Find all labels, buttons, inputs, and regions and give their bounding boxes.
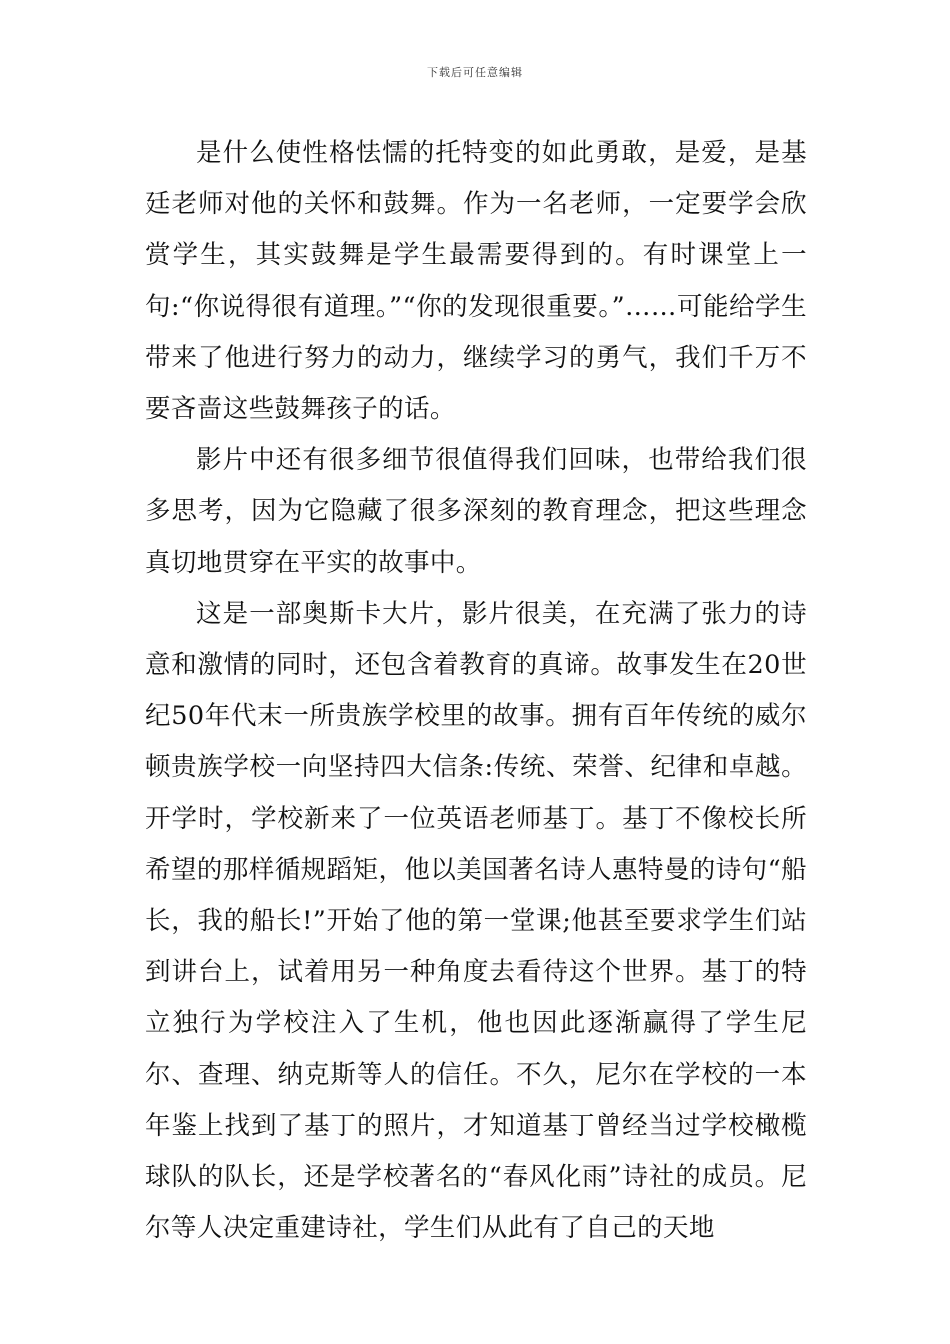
paragraph: 是什么使性格怯懦的托特变的如此勇敢，是爱，是基廷老师对他的关怀和鼓舞。作为一名老师，一定要学会欣赏学生，其实鼓舞是学生最需要得到的。有时课堂上一句:“你说得很有道理。”“你的发现很重要。”……可能给学生带来了他进行努力的动力，继续学习的勇气，我们千万不要吝啬这些鼓舞孩子的话。 <box>145 138 807 425</box>
page-header: 下载后可任意编辑 <box>427 66 523 79</box>
paragraph: 影片中还有很多细节很值得我们回味，也带给我们很多思考，因为它隐藏了很多深刻的教育理念，把这些理念真切地贯穿在平实的故事中。 <box>145 445 807 578</box>
paragraph: 这是一部奥斯卡大片，影片很美，在充满了张力的诗意和激情的同时，还包含着教育的真谛。故事发生在20世纪50年代末一所贵族学校里的故事。拥有百年传统的威尔顿贵族学校一向坚持四大信条:传统、荣誉、纪律和卓越。开学时，学校新来了一位英语老师基丁。基丁不像校长所希望的那样循规蹈矩，他以美国著名诗人惠特曼的诗句“船长，我的船长!”开始了他的第一堂课;他甚至要求学生们站到讲台上，试着用另一种角度去看待这个世界。基丁的特立独行为学校注入了生机，他也因此逐渐赢得了学生尼尔、查理、纳克斯等人的信任。不久，尼尔在学校的一本年鉴上找到了基丁的照片，才知道基丁曾经当过学校橄榄球队的队长，还是学校著名的“春风化雨”诗社的成员。尼尔等人决定重建诗社，学生们从此有了自己的天地 <box>145 598 807 1244</box>
document-body <box>145 128 807 1254</box>
